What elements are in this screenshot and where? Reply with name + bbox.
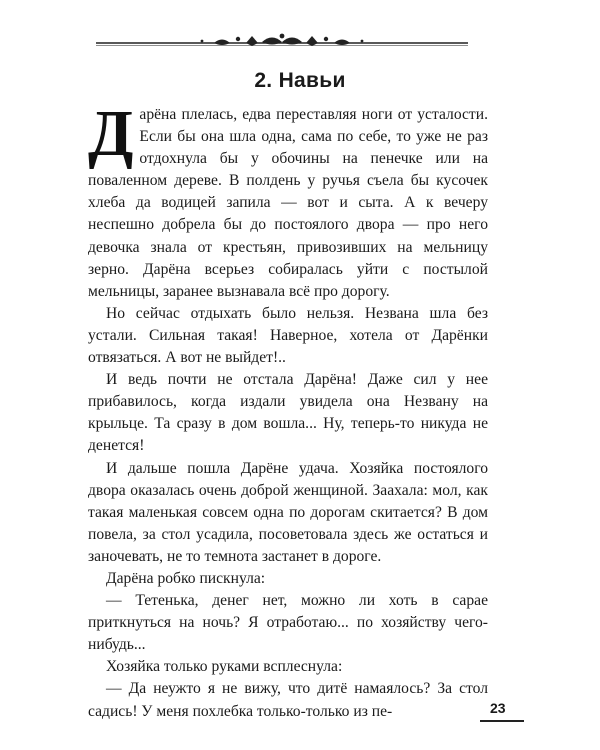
ornament-divider-icon <box>96 30 468 52</box>
paragraph-text: арёна плелась, едва переставляя ноги от усталости. Если бы она шла одна, сама по себе, то уже не раз отдохнула бы у обочины на пенечке или на поваленном дереве. В полдень у ручья съела бы кусочек хлеба да водицей запила — вот и сыта. А к вечеру неспешно добрела бы до постоялого двора — про него девочка знала от крестьян, привозивших на мельницу зерно. Дарёна всерьез собиралась уйти с постылой мельницы, заранее вызнавала всё про дорогу. <box>88 106 488 300</box>
paragraph <box>88 97 488 303</box>
paragraph: И ведь почти не отстала Дарёна! Даже сил у нее прибавилось, когда издали увидела она Незвану на крыльце. Та сразу в дом вошла... Ну, теперь-то никуда не денется! <box>88 371 488 455</box>
footer-rule <box>480 720 524 722</box>
paragraph: — Да неужто я не вижу, что дитё намаялось? За стол садись! У меня похлебка только-только из пе- <box>88 680 488 720</box>
body-text <box>88 97 488 723</box>
paragraph: Хозяйка только руками всплеснула: <box>106 658 343 676</box>
paragraph: Дарёна робко пискнула: <box>106 569 266 587</box>
paragraph: И дальше пошла Дарёне удача. Хозяйка постоялого двора оказалась очень доброй женщиной. Заахала: мол, как такая маленькая совсем одна по дорогам скитается? В дом повела, за стол усадила, посоветовала здесь же остаться и заночевать, не то темнота застанет в дороге. <box>88 459 488 565</box>
page-number: 23 <box>490 700 506 716</box>
chapter-title: 2. Навьи <box>254 69 346 92</box>
paragraph: — Тетенька, денег нет, можно ли хоть в сарае приткнуться на ночь? Я отработаю... по хозяйству чего-нибудь... <box>88 592 488 654</box>
drop-cap: Д <box>88 97 134 170</box>
paragraph: Но сейчас отдыхать было нельзя. Незвана шла без устали. Сильная такая! Наверное, хотела от Дарёнки отвязаться. А вот не выйдет!.. <box>88 304 488 367</box>
